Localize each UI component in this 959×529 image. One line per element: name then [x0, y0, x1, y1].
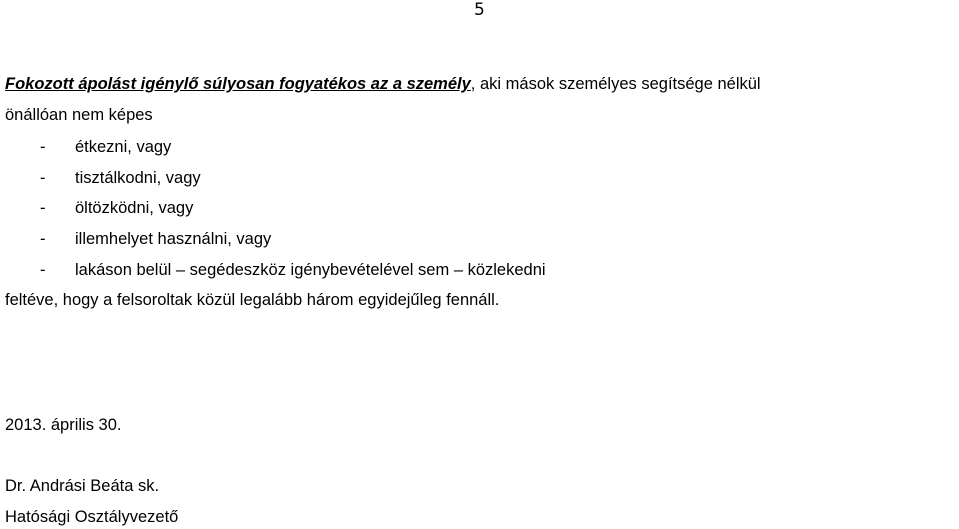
list-item: [40, 259, 546, 281]
list-item-text: lakáson belül – segédeszköz igénybevételével sem – közlekedni: [75, 261, 546, 279]
list-dash: -: [40, 261, 46, 279]
signature-title: Hatósági Osztályvezető: [5, 508, 179, 526]
signature-name: Dr. Andrási Beáta sk.: [5, 477, 160, 495]
list-item-text: illemhelyet használni, vagy: [75, 230, 272, 248]
list-item-text: étkezni, vagy: [75, 138, 172, 156]
list-dash: -: [40, 169, 46, 187]
list-item-text: öltözködni, vagy: [75, 199, 194, 217]
paragraph-line-1: [5, 73, 761, 95]
paragraph-line-2: önállóan nem képes: [5, 106, 153, 124]
conclusion: feltéve, hogy a felsoroltak közül legalább három egyidejűleg fennáll.: [5, 291, 500, 309]
paragraph-rest: , aki mások személyes segítsége nélkül: [470, 75, 761, 93]
page-number: 5: [474, 0, 485, 20]
list-dash: -: [40, 199, 46, 217]
list-item: [40, 136, 171, 158]
list-dash: -: [40, 138, 46, 156]
list-dash: -: [40, 230, 46, 248]
list-item: [40, 197, 193, 219]
date: 2013. április 30.: [5, 416, 122, 434]
list-item: [40, 228, 271, 250]
list-item: [40, 167, 201, 189]
paragraph-emphasis: Fokozott ápolást igénylő súlyosan fogyatékos az a személy: [5, 75, 471, 93]
list-item-text: tisztálkodni, vagy: [75, 169, 201, 187]
